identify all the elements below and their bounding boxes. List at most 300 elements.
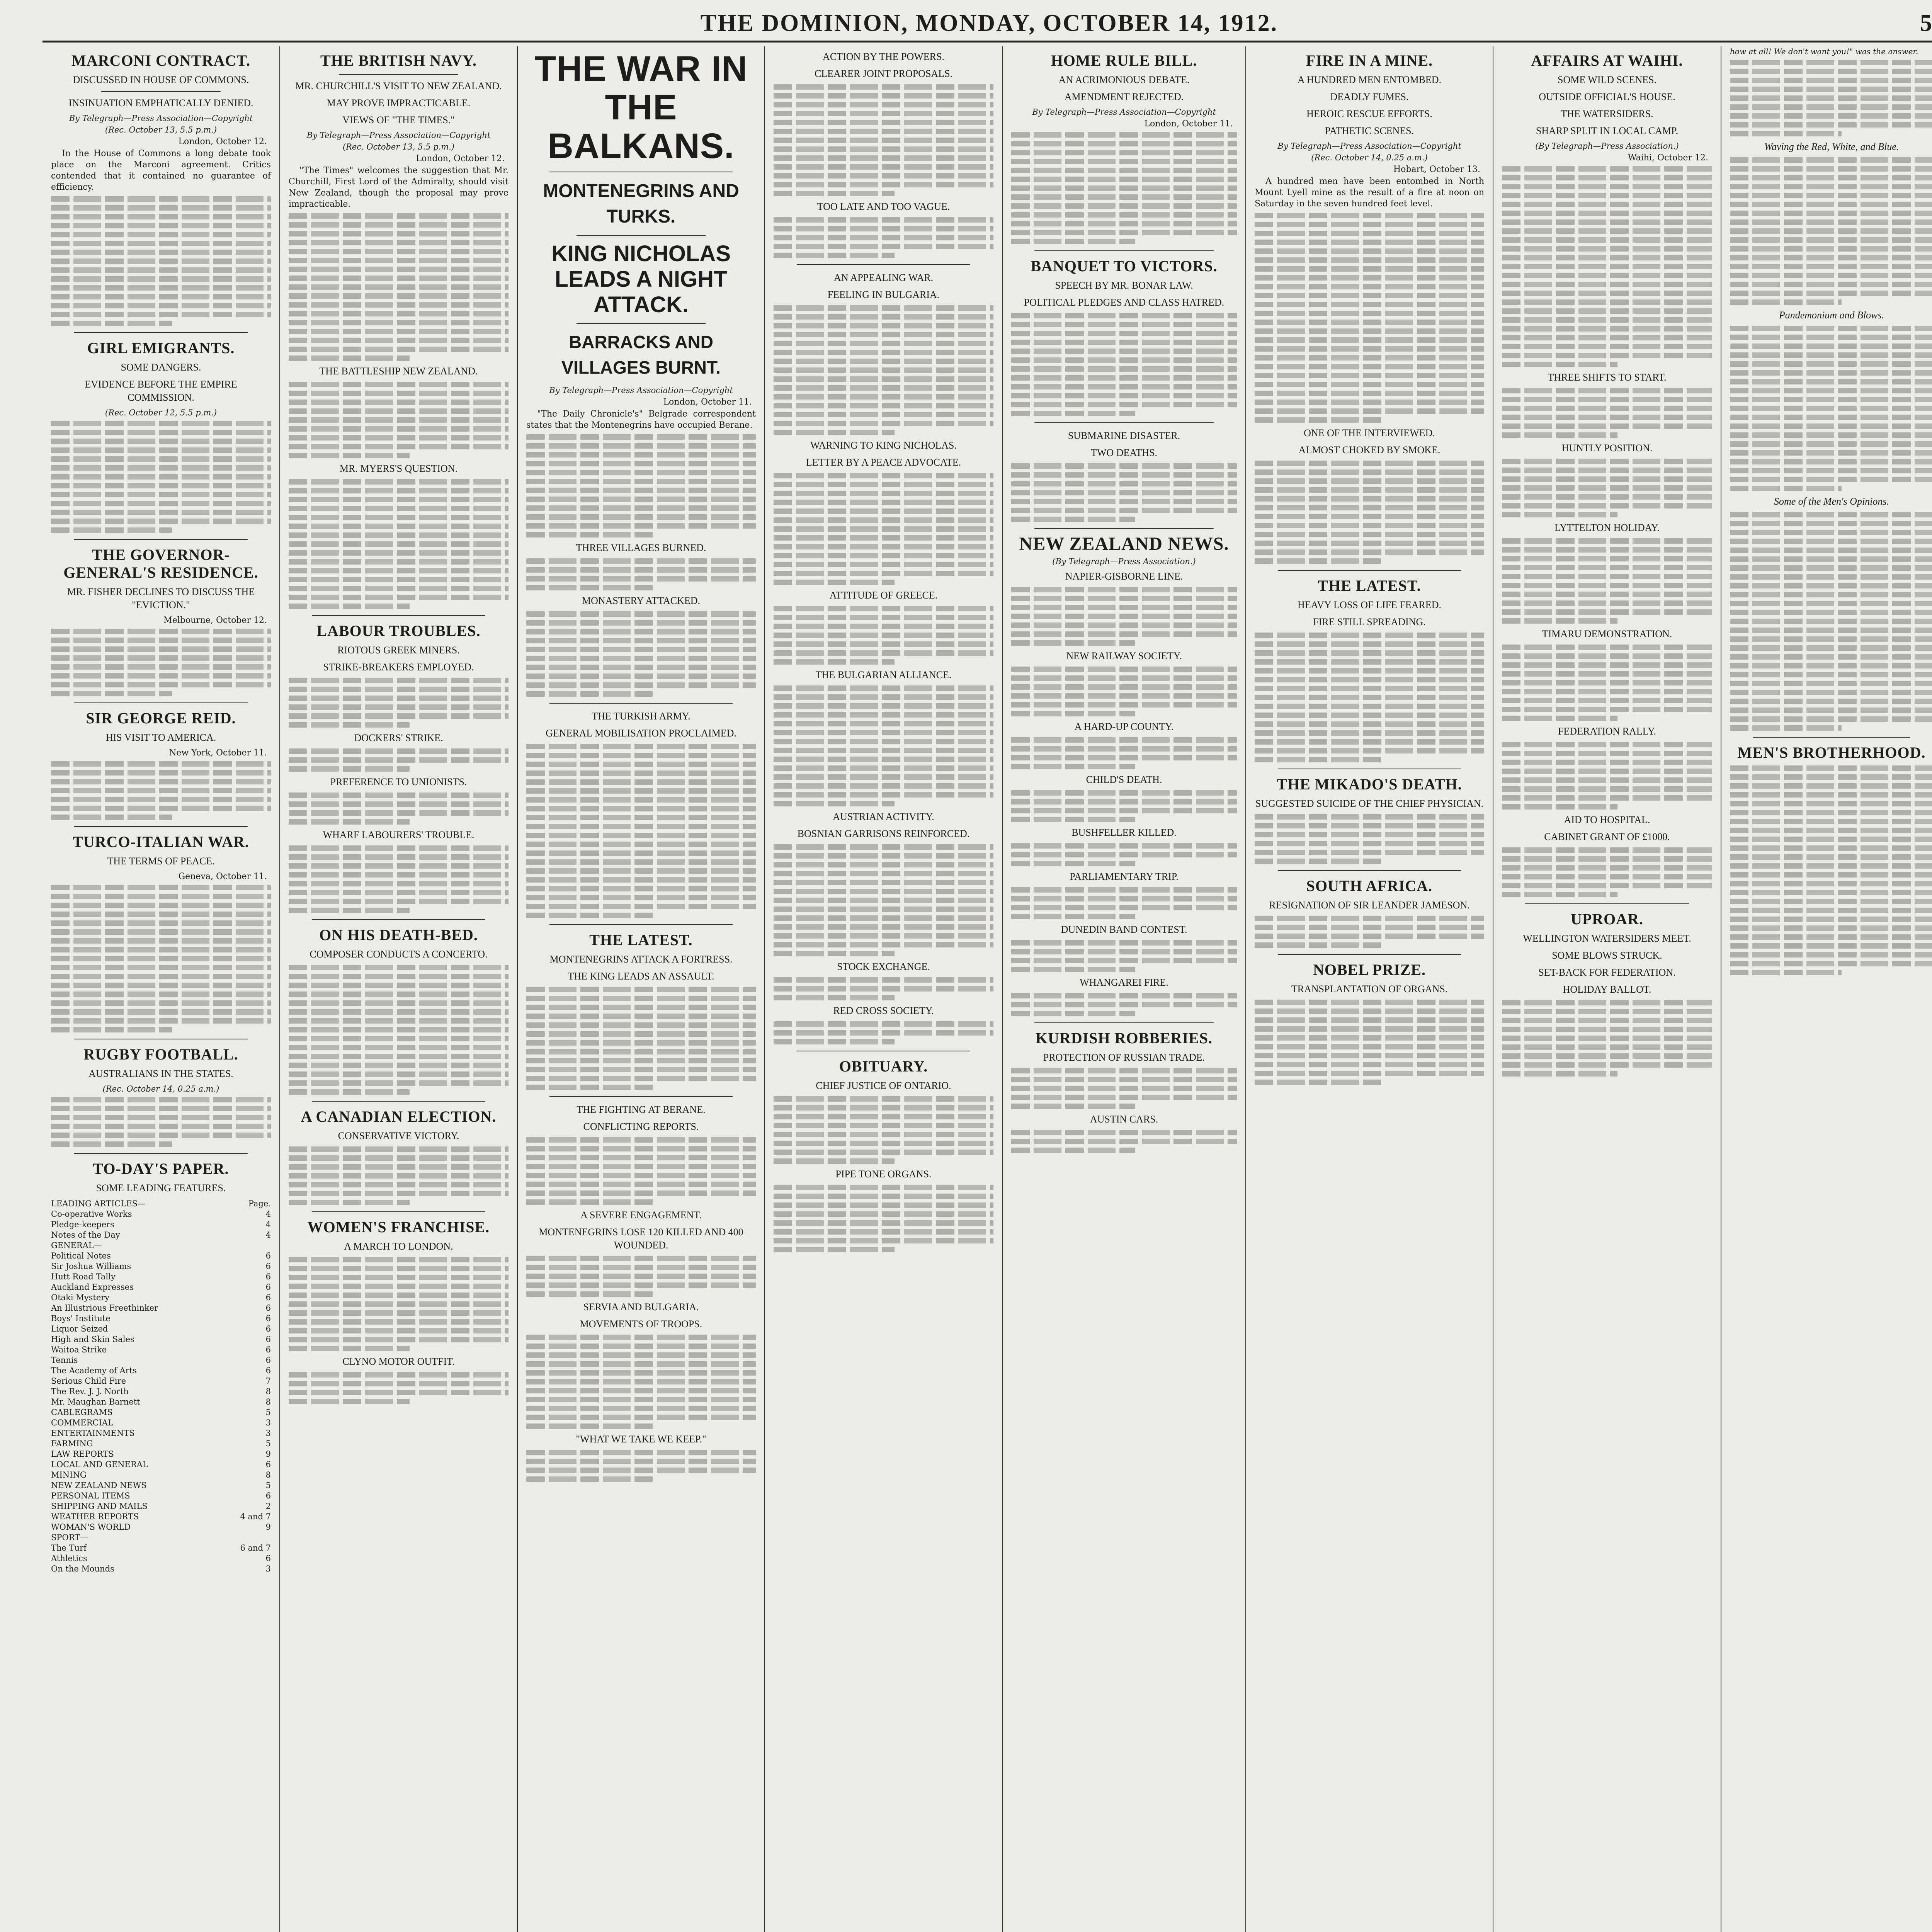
text-line <box>289 284 509 290</box>
subhead: SERVIA AND BULGARIA. <box>583 1301 699 1313</box>
contents-item: SHIPPING AND MAILS <box>51 1502 148 1511</box>
subhead: HEAVY LOSS OF LIFE FEARED. <box>1298 599 1441 611</box>
subhead: SOME LEADING FEATURES. <box>96 1182 226 1194</box>
rule <box>549 924 733 925</box>
subhead: HIS VISIT TO AMERICA. <box>105 732 216 743</box>
text-line <box>1255 496 1484 502</box>
text-line <box>774 1194 993 1199</box>
contents-entry <box>51 1491 271 1501</box>
contents-entry <box>51 1522 271 1532</box>
text-line <box>51 664 271 670</box>
headline-governor-general: THE GOVERNOR-GENERAL'S RESIDENCE. <box>63 546 259 581</box>
text-line <box>1502 547 1712 553</box>
contents-item: Notes of the Day <box>51 1230 120 1240</box>
text-line <box>1502 856 1712 862</box>
contents-list <box>51 1199 271 1574</box>
text-line <box>51 196 271 202</box>
contents-item: The Turf <box>51 1543 87 1553</box>
contents-page: 8 <box>265 1387 271 1396</box>
text-line <box>774 146 993 152</box>
headline-obituary: OBITUARY. <box>839 1058 928 1075</box>
text-line <box>774 253 895 258</box>
contents-page: 6 <box>265 1460 271 1469</box>
contents-entry <box>51 1282 271 1293</box>
subhead: STRIKE-BREAKERS EMPLOYED. <box>323 662 474 673</box>
text-line <box>1011 1095 1237 1100</box>
contents-entry <box>51 1334 271 1345</box>
text-line <box>51 655 271 661</box>
column-4 <box>765 46 1003 1932</box>
text-line <box>774 359 993 364</box>
text-line <box>289 532 509 538</box>
text-line <box>1730 423 1932 429</box>
contents-entry <box>51 1439 271 1449</box>
text-line <box>1730 917 1932 922</box>
text-line <box>1502 574 1712 579</box>
text-line <box>526 1049 756 1054</box>
text-line <box>289 748 509 754</box>
text-line <box>1730 441 1932 447</box>
contents-item: ENTERTAINMENTS <box>51 1429 135 1438</box>
text-line <box>289 515 509 520</box>
subhead: ONE OF THE INTERVIEWED. <box>1304 427 1435 439</box>
dateline: (Rec. October 13, 5.5 p.m.) <box>105 125 217 134</box>
text-line <box>1730 548 1932 553</box>
contents-entry <box>51 1313 271 1324</box>
text-line <box>1011 755 1237 760</box>
text-line <box>1502 211 1712 216</box>
text-line <box>526 1370 756 1376</box>
text-line <box>526 1274 756 1279</box>
text-line <box>526 1256 756 1261</box>
text-line <box>774 120 993 125</box>
contents-page: 6 <box>265 1491 271 1500</box>
text-line <box>1730 663 1932 668</box>
contents-item: The Academy of Arts <box>51 1366 137 1375</box>
text-line <box>289 524 509 529</box>
text-line <box>526 1423 653 1429</box>
text-line <box>1730 872 1932 878</box>
contents-page: 4 <box>265 1209 271 1219</box>
text-line <box>51 920 271 926</box>
text-line <box>1502 344 1712 349</box>
text-line <box>1255 823 1484 828</box>
contents-entry <box>51 1397 271 1407</box>
text-line <box>1011 168 1237 173</box>
contents-page: 3 <box>265 1564 271 1573</box>
subhead: CONSERVATIVE VICTORY. <box>338 1130 459 1141</box>
text-line <box>774 305 993 311</box>
text-line <box>51 1018 271 1024</box>
text-line <box>1011 1077 1237 1082</box>
text-line <box>289 1191 509 1196</box>
text-line <box>1255 850 1484 855</box>
text-line <box>1255 541 1484 546</box>
text-line <box>774 553 993 558</box>
text-line <box>289 1319 509 1325</box>
text-line <box>51 947 271 952</box>
text-line <box>1730 60 1932 65</box>
subhead: MONTENEGRINS ATTACK A FORTRESS. <box>549 954 733 965</box>
text-line <box>1502 751 1712 756</box>
text-line <box>774 624 993 629</box>
subhead: THE WATERSIDERS. <box>1561 108 1653 119</box>
rule <box>797 264 970 265</box>
column-1 <box>43 46 280 1932</box>
text-line <box>289 240 509 245</box>
text-line <box>1502 246 1712 252</box>
text-line <box>526 859 756 865</box>
text-line <box>1255 346 1484 352</box>
contents-entry <box>51 1345 271 1355</box>
contents-item: SPORT— <box>51 1533 88 1542</box>
subhead: THE TURKISH ARMY. <box>592 711 690 722</box>
text-line <box>774 385 993 391</box>
text-line <box>51 285 271 291</box>
rule <box>1034 250 1214 251</box>
text-line <box>774 748 993 753</box>
text-line <box>289 793 509 798</box>
text-line <box>51 956 271 961</box>
column-2 <box>280 46 518 1932</box>
text-line <box>774 1021 993 1027</box>
text-line <box>1255 355 1484 361</box>
subhead: ACTION BY THE POWERS. <box>823 51 944 62</box>
text-line <box>289 1337 509 1342</box>
text-line <box>526 1468 756 1473</box>
subhead: ALMOST CHOKED BY SMOKE. <box>1298 444 1440 456</box>
text-line <box>1502 503 1712 509</box>
text-line <box>526 833 756 838</box>
text-line <box>774 853 993 859</box>
text-line <box>1011 384 1237 389</box>
text-line <box>1011 230 1237 235</box>
text-line <box>1011 605 1237 610</box>
text-line <box>774 138 993 143</box>
subhead: SHARP SPLIT IN LOCAL CAMP. <box>1536 125 1679 136</box>
text-line <box>774 350 993 355</box>
rule <box>549 703 733 704</box>
text-line <box>526 886 756 891</box>
text-line <box>51 691 172 696</box>
text-line <box>1255 721 1484 727</box>
contents-page: 6 <box>265 1345 271 1354</box>
text-line <box>51 492 271 497</box>
rule <box>1278 870 1461 871</box>
text-line <box>526 1450 756 1455</box>
subhead: CHIEF JUSTICE OF ONTARIO. <box>816 1080 951 1091</box>
place-date: Geneva, October 11. <box>178 872 267 881</box>
subhead: LETTER BY A PEACE ADVOCATE. <box>806 457 961 468</box>
text-line <box>1255 320 1484 325</box>
text-line <box>774 703 993 709</box>
text-line <box>289 1266 509 1271</box>
text-line <box>526 682 756 688</box>
text-line <box>1502 264 1712 269</box>
subhead: FEDERATION RALLY. <box>1558 726 1656 737</box>
text-line <box>1730 636 1932 642</box>
text-line <box>1255 633 1484 638</box>
text-line <box>1730 707 1932 713</box>
text-line <box>774 341 993 346</box>
text-line <box>526 779 756 785</box>
contents-entry <box>51 1418 271 1428</box>
text-line <box>1502 680 1712 685</box>
text-line <box>289 1390 509 1395</box>
headline-war-in-balkans: THE WAR IN THE BALKANS. <box>534 49 748 166</box>
contents-entry <box>51 1293 271 1303</box>
subhead: TRANSPLANTATION OF ORGANS. <box>1291 983 1448 995</box>
text-line <box>774 951 895 956</box>
byline: By Telegraph—Press Association—Copyright <box>1277 141 1461 151</box>
text-line <box>1730 854 1932 860</box>
text-line <box>1011 508 1237 513</box>
text-line <box>289 453 410 458</box>
contents-entry <box>51 1209 271 1219</box>
text-line <box>289 382 509 387</box>
text-line <box>1502 892 1617 897</box>
text-line <box>1011 239 1135 244</box>
text-line <box>1011 313 1237 318</box>
text-line <box>774 367 993 373</box>
text-line <box>1730 406 1932 411</box>
text-line <box>1011 746 1237 752</box>
text-line <box>774 977 993 983</box>
text-line <box>1502 609 1712 615</box>
headline-kurdish-robberies: KURDISH ROBBERIES. <box>1035 1029 1213 1047</box>
contents-page: 3 <box>265 1418 271 1427</box>
text-line <box>1730 104 1932 110</box>
subhead: (By Telegraph—Press Association.) <box>1052 557 1196 566</box>
contents-item: Co-operative Works <box>51 1209 132 1219</box>
text-line <box>51 439 271 444</box>
subhead: THE TERMS OF PEACE. <box>107 855 215 867</box>
text-line <box>1502 707 1712 712</box>
text-line <box>1730 681 1932 686</box>
text-line <box>1255 730 1484 736</box>
contents-item: Otaki Mystery <box>51 1293 110 1302</box>
text-line <box>289 311 509 316</box>
text-line <box>526 523 756 529</box>
text-line <box>1502 769 1712 774</box>
text-line <box>51 483 271 488</box>
text-line <box>289 965 509 970</box>
place-date: London, October 12. <box>416 154 505 163</box>
contents-item: NEW ZEALAND NEWS <box>51 1481 147 1490</box>
text-line <box>526 1476 653 1482</box>
text-line <box>526 470 756 475</box>
text-line <box>1255 257 1484 263</box>
text-line <box>1502 193 1712 198</box>
subhead: SOME DANGERS. <box>121 362 201 373</box>
text-line <box>1255 373 1484 378</box>
text-line <box>1255 284 1484 289</box>
text-line <box>1011 896 1237 901</box>
dateline: (Rec. October 13, 5.5 p.m.) <box>342 142 455 151</box>
text-line <box>774 685 993 691</box>
text-line <box>526 1137 756 1143</box>
text-line <box>1730 175 1932 180</box>
text-line <box>526 452 756 457</box>
text-line <box>1730 184 1932 189</box>
text-line <box>1730 934 1932 940</box>
subhead: THE BULGARIAN ALLIANCE. <box>815 669 952 680</box>
text-line <box>1730 645 1932 651</box>
headline-rugby-football: RUGBY FOOTBALL. <box>83 1046 238 1063</box>
text-line <box>289 1045 509 1050</box>
text-line <box>289 1381 509 1386</box>
column-5 <box>1003 46 1246 1932</box>
column-7 <box>1493 46 1721 1932</box>
text-line <box>774 226 993 231</box>
text-line <box>51 806 271 811</box>
text-line <box>289 568 509 573</box>
text-line <box>1011 587 1237 592</box>
subhead: AUSTRALIANS IN THE STATES. <box>88 1068 233 1079</box>
text-line <box>526 895 756 900</box>
text-line <box>1502 742 1712 747</box>
text-line <box>1502 291 1712 296</box>
text-line <box>51 250 271 255</box>
subhead: DEADLY FUMES. <box>1330 91 1409 102</box>
text-line <box>526 1344 756 1349</box>
text-line <box>1730 282 1932 287</box>
text-line <box>289 1018 509 1024</box>
subhead: WHANGAREI FIRE. <box>1080 977 1168 988</box>
place-date: Waihi, October 12. <box>1628 153 1708 163</box>
text-line <box>1730 863 1932 869</box>
text-line <box>51 276 271 282</box>
text-line <box>1730 601 1932 606</box>
text-line <box>51 501 271 506</box>
text-line <box>51 312 271 317</box>
headline-latest-mine: THE LATEST. <box>1318 577 1421 594</box>
text-line <box>1255 400 1484 405</box>
text-line <box>526 842 756 847</box>
text-line <box>289 293 509 299</box>
text-line <box>289 1257 509 1262</box>
text-line <box>774 898 993 903</box>
text-line <box>289 899 509 904</box>
text-line <box>1255 391 1484 396</box>
text-line <box>526 1199 653 1205</box>
contents-page: 8 <box>265 1397 271 1406</box>
text-line <box>774 509 993 514</box>
text-line <box>1255 302 1484 307</box>
text-line <box>1730 610 1932 615</box>
byline: By Telegraph—Press Association—Copyright <box>306 131 491 140</box>
text-line <box>774 1150 993 1155</box>
contents-page: 5 <box>265 1481 271 1490</box>
text-line <box>1011 887 1237 893</box>
text-line <box>774 880 993 885</box>
column-8 <box>1721 46 1932 1932</box>
text-line <box>1255 382 1484 387</box>
text-line <box>1502 583 1712 588</box>
text-line <box>1255 832 1484 837</box>
text-line <box>774 129 993 134</box>
contents-item: On the Mounds <box>51 1564 114 1573</box>
text-line <box>1502 1027 1712 1032</box>
text-line <box>1011 1068 1237 1073</box>
rule <box>1034 422 1214 423</box>
text-line <box>1502 432 1617 438</box>
text-line <box>526 656 756 661</box>
text-line <box>1255 549 1484 555</box>
text-line <box>1730 397 1932 402</box>
text-line <box>1502 618 1617 624</box>
text-line <box>1730 828 1932 833</box>
text-line <box>774 694 993 700</box>
text-line <box>1730 344 1932 349</box>
text-line <box>289 213 509 219</box>
headline-turco-italian-war: TURCO-ITALIAN WAR. <box>73 833 249 850</box>
contents-page: 9 <box>265 1449 271 1459</box>
contents-entry <box>51 1219 271 1230</box>
subhead: FIRE STILL SPREADING. <box>1313 616 1426 628</box>
text-line <box>289 1027 509 1032</box>
headline-banquet-to-victors: BANQUET TO VICTORS. <box>1031 257 1218 275</box>
subhead: CABINET GRANT OF £1000. <box>1544 831 1670 842</box>
headline-south-africa: SOUTH AFRICA. <box>1306 877 1433 895</box>
text-line <box>289 497 509 502</box>
place-date: London, October 11. <box>1144 119 1233 129</box>
subhead: DUNEDIN BAND CONTEST. <box>1061 924 1187 935</box>
text-line <box>289 444 509 449</box>
subhead: THREE SHIFTS TO START. <box>1548 372 1667 383</box>
text-line <box>774 606 993 611</box>
contents-item: Auckland Expresses <box>51 1282 134 1292</box>
dateline: (Rec. October 14, 0.25 a.m.) <box>1311 153 1428 162</box>
dateline: (Rec. October 12, 5.5 p.m.) <box>105 408 217 417</box>
text-line <box>774 244 993 249</box>
place-date: London, October 12. <box>178 137 267 146</box>
text-line <box>1730 961 1932 966</box>
text-line <box>526 497 756 502</box>
text-line <box>289 479 509 485</box>
text-line <box>526 913 653 918</box>
text-line <box>1730 890 1932 895</box>
text-line <box>1011 843 1237 849</box>
text-line <box>1011 150 1237 155</box>
text-line <box>1011 808 1237 813</box>
text-line <box>1255 487 1484 493</box>
subhead: VIEWS OF "THE TIMES." <box>342 114 455 126</box>
text-line <box>526 1040 756 1046</box>
text-line <box>774 1030 993 1036</box>
subhead: EVIDENCE BEFORE THE EMPIRE COMMISSION. <box>85 379 237 403</box>
text-line <box>1255 523 1484 528</box>
text-line <box>289 1089 410 1095</box>
text-line <box>526 1031 756 1037</box>
text-line <box>526 629 756 634</box>
subhead: TIMARU DEMONSTRATION. <box>1542 628 1672 639</box>
headline-uproar: UPROAR. <box>1570 910 1644 928</box>
text-line <box>1011 221 1237 226</box>
subhead: BOSNIAN GARRISONS REINFORCED. <box>797 828 970 839</box>
text-line <box>526 1058 756 1063</box>
rule <box>312 1101 485 1102</box>
text-line <box>774 1096 993 1102</box>
text-line <box>289 488 509 493</box>
text-line <box>1730 131 1842 136</box>
byline: By Telegraph—Press Association—Copyright <box>549 386 733 395</box>
contents-item: Sir Joshua Williams <box>51 1262 131 1271</box>
contents-entry <box>51 1199 271 1209</box>
text-line <box>289 1301 509 1307</box>
text-line <box>289 391 509 396</box>
text-line <box>526 665 756 670</box>
